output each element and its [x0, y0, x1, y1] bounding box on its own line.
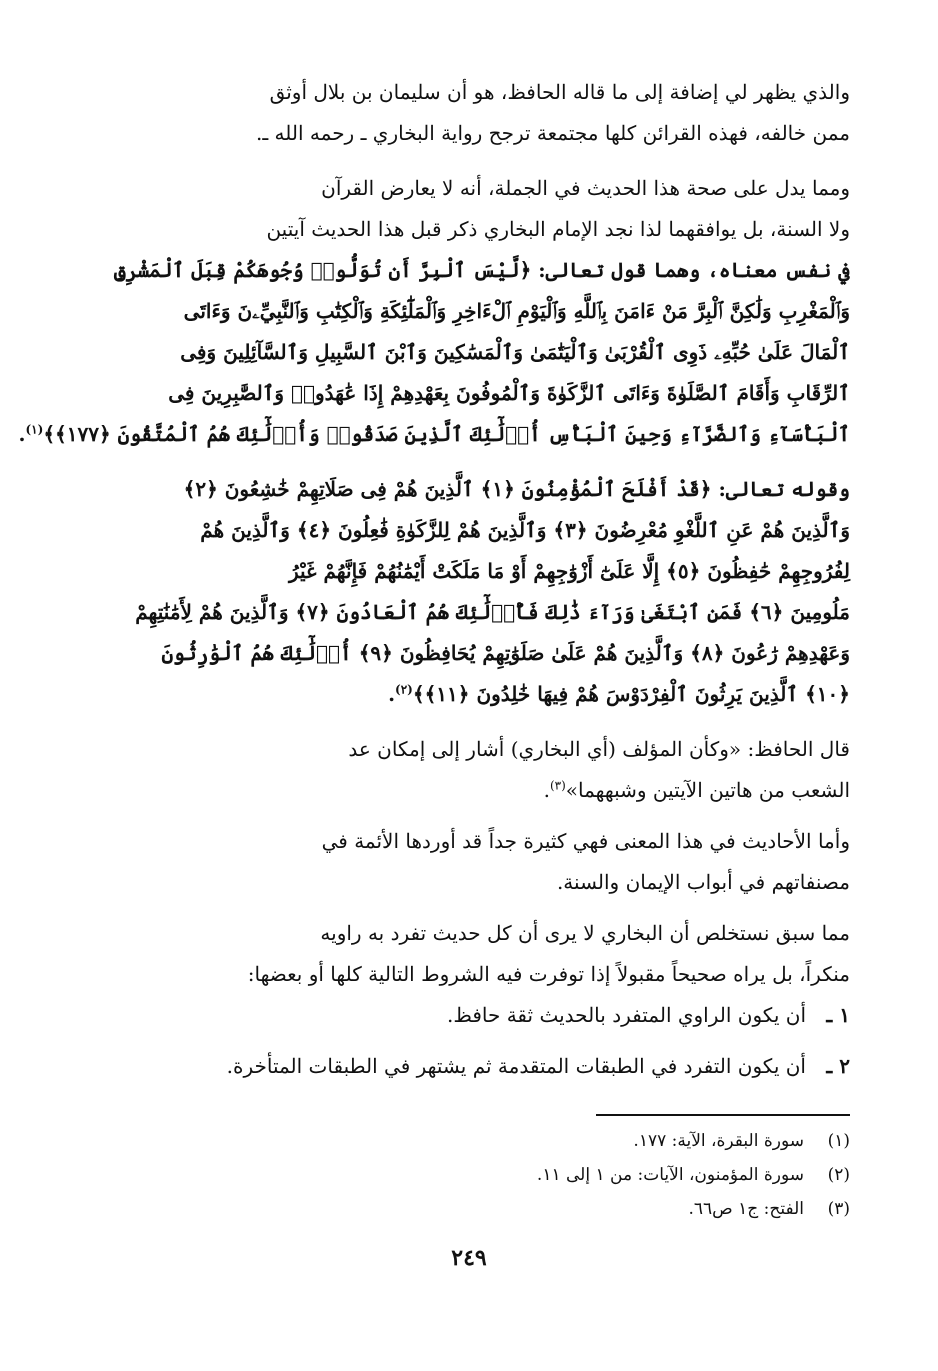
- quran-verse-line: ٱلرِّقَابِ وَأَقَامَ ٱلصَّلَوٰةَ وَءَاتَى ٱلزَّكَوٰةَ وَٱلْمُوفُونَ بِعَهْدِهِمْ إِذَا عَٰهَدُوا۟ وَٱلصَّٰبِرِينَ فِى: [168, 381, 850, 405]
- quran-verse-line: ٱلْمَالَ عَلَىٰ حُبِّهِۦ ذَوِى ٱلْقُرْبَىٰ وَٱلْيَتَٰمَىٰ وَٱلْمَسَٰكِينَ وَٱبْنَ ٱلسَّبِيلِ وَٱلسَّآئِلِينَ وَفِى: [180, 340, 850, 364]
- condition-text: أن يكون التفرد في الطبقات المتقدمة ثم يشتهر في الطبقات المتأخرة.: [226, 1054, 806, 1078]
- paragraph-6: [110, 913, 850, 995]
- footnote-number: (١): [827, 1131, 850, 1151]
- quran-verse-line: ﴿١٠﴾ ٱلَّذِينَ يَرِثُونَ ٱلْفِرْدَوْسَ هُمْ فِيهَا خَٰلِدُونَ ﴿١١﴾﴾$^{(٢)}$.: [388, 682, 850, 706]
- text-line: ولا السنة، بل يوافقهما لذا نجد الإمام البخاري ذكر قبل هذا الحديث آيتين: [266, 217, 850, 241]
- quran-verse-line: وَٱلَّذِينَ هُمْ عَنِ ٱللَّغْوِ مُعْرِضُونَ ﴿٣﴾ وَٱلَّذِينَ هُمْ لِلزَّكَوٰةِ فَٰعِلُونَ ﴿٤﴾ وَٱلَّذِينَ هُمْ: [200, 518, 850, 542]
- footnote-ref: (٢): [395, 682, 413, 697]
- quran-verse-line: مَلُومِينَ ﴿٦﴾ فَمَنِ ٱبْتَغَىٰ وَرَآءَ ذَٰلِكَ فَأُو۟لَٰٓئِكَ هُمُ ٱلْعَادُونَ ﴿٧﴾ وَٱلَّذِينَ هُمْ لِأَمَٰنَٰتِهِمْ: [135, 600, 850, 624]
- text-line: مما سبق نستخلص أن البخاري لا يرى أن كل حديث تفرد به راويه: [320, 921, 850, 945]
- page-number: ٢٤٩: [451, 1245, 487, 1271]
- paragraph-5: [110, 821, 850, 903]
- condition-number: ١ ـ: [826, 1003, 850, 1027]
- footnote: [110, 1124, 850, 1158]
- text-line: الشعب من هاتين الآيتين وشبههما»$^{(٣)}$.: [543, 778, 850, 802]
- paragraph-2: [18, 168, 850, 455]
- footnote-ref: (١): [25, 422, 44, 437]
- text-line: مصنفاتهم في أبواب الإيمان والسنة.: [556, 870, 850, 894]
- quran-verse-line: وَعَهْدِهِمْ رَٰعُونَ ﴿٨﴾ وَٱلَّذِينَ هُمْ عَلَىٰ صَلَوَٰتِهِمْ يُحَافِظُونَ ﴿٩﴾ أُو۟لَٰٓئِكَ هُمُ ٱلْوَٰرِثُونَ: [161, 641, 850, 665]
- condition-text: أن يكون الراوي المتفرد بالحديث ثقة حافظ.: [446, 1003, 806, 1027]
- footnote-number: (٢): [827, 1165, 850, 1185]
- footnote: [110, 1158, 850, 1192]
- footnote: [110, 1192, 850, 1226]
- text-line: والذي يظهر لي إضافة إلى ما قاله الحافظ، هو أن سليمان بن بلال أوثق: [269, 80, 850, 104]
- verse-text: ﴿١٠﴾ ٱلَّذِينَ يَرِثُونَ ٱلْفِرْدَوْسَ هُمْ فِيهَا خَٰلِدُونَ ﴿١١﴾﴾: [412, 682, 850, 706]
- footnote-divider: [596, 1114, 850, 1116]
- verse-text: ٱلْبَأْسَآءِ وَٱلضَّرَّآءِ وَحِينَ ٱلْبَأْسِ أُو۟لَٰٓئِكَ ٱلَّذِينَ صَدَقُوا۟ وَأُو۟لَٰٓئِكَ هُمُ ٱلْمُتَّقُونَ ﴿١٧٧﴾﴾: [43, 422, 850, 446]
- text-line: قال الحافظ: «وكأن المؤلف (أي البخاري) أشار إلى إمكان عد: [348, 737, 850, 761]
- condition-item: [110, 995, 850, 1036]
- footnote-ref: (٣): [549, 778, 566, 793]
- footnote-text: الفتح: ج١ ص٦٦.: [688, 1199, 804, 1219]
- footnote-text: سورة المؤمنون، الآيات: من ١ إلى ١١.: [536, 1165, 804, 1185]
- paragraph-4: [110, 729, 850, 811]
- quran-verse-line: ٱلْبَأْسَآءِ وَٱلضَّرَّآءِ وَحِينَ ٱلْبَأْسِ أُو۟لَٰٓئِكَ ٱلَّذِينَ صَدَقُوا۟ وَأُو۟لَٰٓئِكَ هُمُ ٱلْمُتَّقُونَ ﴿١٧٧﴾﴾$^{(١)}$.: [18, 422, 850, 446]
- condition-item: [110, 1046, 850, 1087]
- paragraph-1: [110, 72, 850, 154]
- quran-verse-line: وقوله تعالى: ﴿قَدْ أَفْلَحَ ٱلْمُؤْمِنُونَ ﴿١﴾ ٱلَّذِينَ هُمْ فِى صَلَاتِهِمْ خَٰشِعُونَ ﴿٢﴾: [183, 477, 850, 501]
- quran-verse-line: وَٱلْمَغْرِبِ وَلَٰكِنَّ ٱلْبِرَّ مَنْ ءَامَنَ بِٱللَّهِ وَٱلْيَوْمِ ٱلْءَاخِرِ وَٱلْمَلَٰٓئِكَةِ وَٱلْكِتَٰبِ وَٱلنَّبِيِّۦنَ وَءَاتَى: [183, 299, 850, 323]
- quote-text: الشعب من هاتين الآيتين وشبههما»: [565, 778, 850, 802]
- quran-verse-line: لِفُرُوجِهِمْ حَٰفِظُونَ ﴿٥﴾ إِلَّا عَلَىٰٓ أَزْوَٰجِهِمْ أَوْ مَا مَلَكَتْ أَيْمَٰنُهُمْ فَإِنَّهُمْ غَيْرُ: [288, 559, 850, 583]
- text-line: وأما الأحاديث في هذا المعنى فهي كثيرة جداً قد أوردها الأئمة في: [321, 829, 850, 853]
- footnote-text: سورة البقرة، الآية: ١٧٧.: [633, 1131, 804, 1151]
- quran-verse-line: في نفس معناه، وهما قول تعالى: ﴿لَّيْسَ ٱلْبِرَّ أَن تُوَلُّوا۟ وُجُوهَكُمْ قِبَلَ ٱلْمَشْرِقِ: [113, 258, 850, 282]
- text-line: ومما يدل على صحة هذا الحديث في الجملة، أنه لا يعارض القرآن: [321, 176, 850, 200]
- footnote-number: (٣): [827, 1199, 850, 1219]
- condition-number: ٢ ـ: [826, 1054, 850, 1078]
- text-line: منكراً، بل يراه صحيحاً مقبولاً إذا توفرت فيه الشروط التالية كلها أو بعضها:: [247, 962, 850, 986]
- text-line: ممن خالفه، فهذه القرائن كلها مجتمعة ترجح رواية البخاري ـ رحمه الله ـ.: [255, 121, 850, 145]
- footnotes: [110, 1124, 850, 1226]
- paragraph-3: [110, 469, 850, 715]
